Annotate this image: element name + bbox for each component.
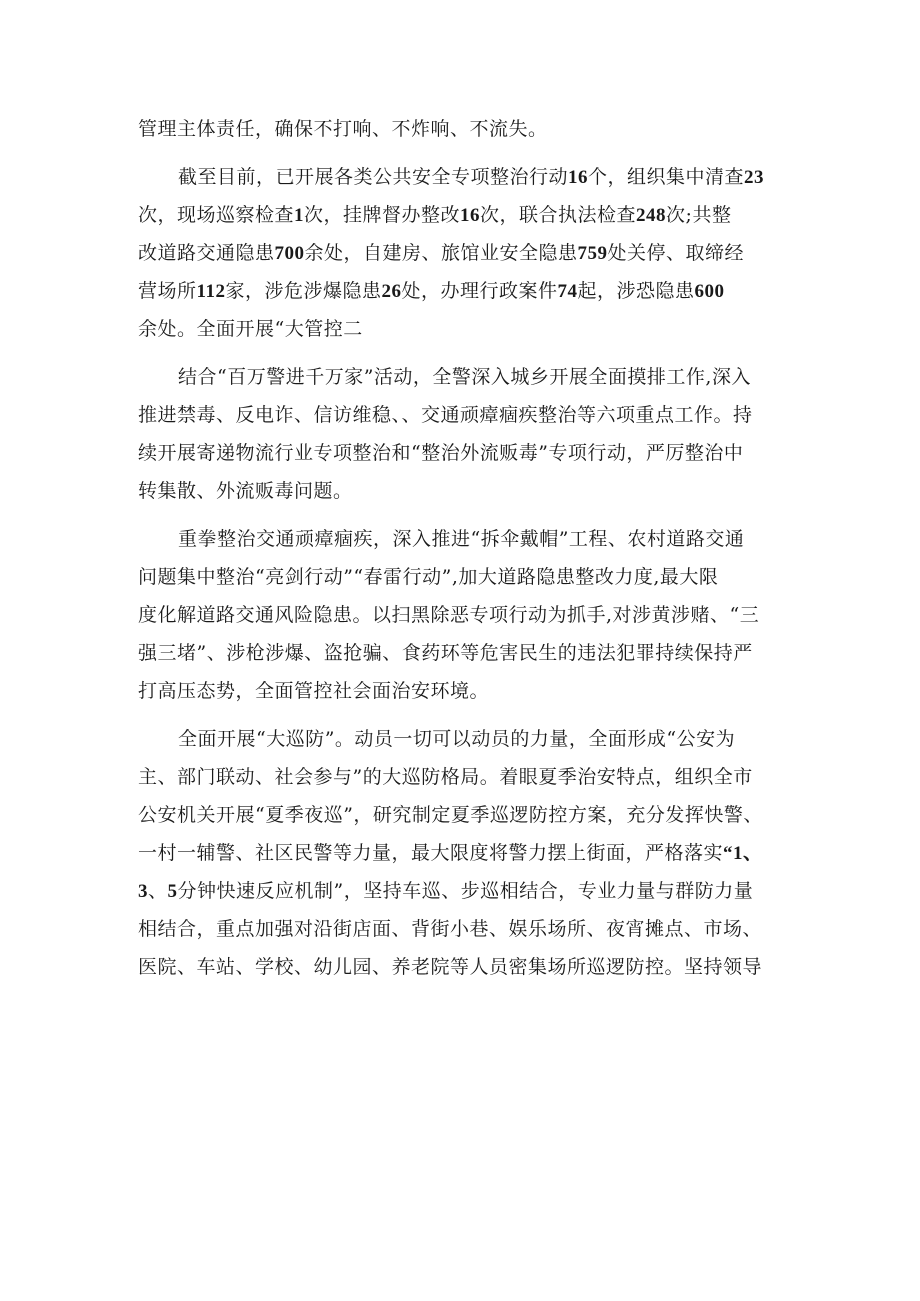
paragraph — [138, 358, 798, 510]
text-run: 改道路交通隐患 — [138, 242, 275, 264]
text-run: 结合“百万警进千万家”活动，全警深入城乡开展全面摸排工作,深入 — [178, 366, 751, 388]
text-run: 强三堵”、涉枪涉爆、盗抢骗、食药环等危害民生的违法犯罪持续保持严 — [138, 642, 753, 664]
text-line — [138, 596, 798, 634]
text-line — [138, 758, 798, 796]
text-line — [138, 310, 798, 348]
text-run: 续开展寄递物流行业专项整治和“整治外流贩毒”专项行动，严厉整治中 — [138, 442, 744, 464]
text-line — [138, 910, 798, 948]
body-text — [138, 110, 798, 986]
text-run: 余处，自建房、旅馆业安全隐患 — [304, 242, 578, 264]
bold-number: “1、 — [723, 843, 763, 864]
bold-number: 3 — [138, 881, 148, 902]
text-line — [138, 520, 798, 558]
text-run: 、 — [148, 880, 168, 902]
text-run: 问题集中整治“亮剑行动”“春雷行动”,加大道路隐患整改力度,最大限 — [138, 566, 719, 588]
text-run: 公安机关开展“夏季夜巡”，研究制定夏季巡逻防控方案，充分发挥快警、 — [138, 804, 763, 826]
text-run: 重拳整治交通顽瘴痼疾，深入推进“拆伞戴帽”工程、农村道路交通 — [178, 528, 745, 550]
text-line — [138, 872, 798, 910]
paragraph — [138, 520, 798, 710]
text-run: 截至目前，已开展各类公共安全专项整治行动 — [178, 166, 569, 188]
bold-number: 700 — [274, 243, 305, 264]
text-line — [138, 196, 798, 234]
text-run: 推进禁毒、反电诈、信访维稳、、交通顽瘴痼疾整治等六项重点工作。持 — [138, 404, 753, 426]
text-run: 余处。全面开展“大管控二 — [138, 318, 363, 340]
text-line — [138, 158, 798, 196]
text-run: 次，挂牌督办整改 — [304, 204, 461, 226]
text-line — [138, 272, 798, 310]
bold-number: 74 — [557, 281, 578, 302]
text-line — [138, 434, 798, 472]
text-run: 主、部门联动、社会参与”的大巡防格局。着眼夏季治安特点，组织全市 — [138, 766, 753, 788]
text-run: 营场所 — [138, 280, 197, 302]
bold-number: 26 — [381, 281, 402, 302]
paragraph — [138, 110, 798, 148]
text-run: 次;共整 — [666, 204, 732, 226]
text-run: 度化解道路交通风险隐患。以扫黑除恶专项行动为抓手,对涉黄涉赌、“三 — [138, 604, 760, 626]
text-run: 处，办理行政案件 — [401, 280, 558, 302]
text-run: 个，组织集中清查 — [588, 166, 745, 188]
bold-number: 600 — [694, 281, 725, 302]
bold-number: 23 — [744, 167, 765, 188]
text-line — [138, 672, 798, 710]
bold-number: 1 — [294, 205, 305, 226]
text-run: 管理主体责任，确保不打响、不炸响、不流失。 — [138, 118, 548, 140]
text-line — [138, 948, 798, 986]
text-line — [138, 834, 798, 872]
text-run: 相结合，重点加强对沿街店面、背街小巷、娱乐场所、夜宵摊点、市场、 — [138, 918, 763, 940]
text-run: 家，涉危涉爆隐患 — [225, 280, 382, 302]
text-line — [138, 358, 798, 396]
text-run: 转集散、外流贩毒问题。 — [138, 480, 353, 502]
text-line — [138, 396, 798, 434]
bold-number: 248 — [636, 205, 667, 226]
text-line — [138, 472, 798, 510]
text-line — [138, 720, 798, 758]
bold-number: 16 — [460, 205, 481, 226]
text-run: 全面开展“大巡防”。动员一切可以动员的力量，全面形成“公安为 — [178, 728, 736, 750]
text-line — [138, 558, 798, 596]
paragraph — [138, 720, 798, 986]
bold-number: 759 — [577, 243, 608, 264]
bold-number: 5 — [167, 881, 178, 902]
text-run: 次，联合执法检查 — [480, 204, 637, 226]
text-run: 处关停、取缔经 — [607, 242, 745, 264]
text-line — [138, 110, 798, 148]
text-line — [138, 634, 798, 672]
bold-number: 16 — [568, 167, 589, 188]
text-run: 起，涉恐隐患 — [577, 280, 695, 302]
bold-number: 112 — [196, 281, 226, 302]
text-run: 一村一辅警、社区民警等力量，最大限度将警力摆上街面，严格落实 — [138, 842, 724, 864]
text-run: 分钟快速反应机制”，坚持车巡、步巡相结合，专业力量与群防力量 — [177, 880, 754, 902]
text-run: 医院、车站、学校、幼儿园、养老院等人员密集场所巡逻防控。坚持领导 — [138, 956, 763, 978]
text-run: 次，现场巡察检查 — [138, 204, 295, 226]
paragraph — [138, 158, 798, 348]
text-line — [138, 796, 798, 834]
text-line — [138, 234, 798, 272]
text-run: 打高压态势，全面管控社会面治安环境。 — [138, 680, 490, 702]
